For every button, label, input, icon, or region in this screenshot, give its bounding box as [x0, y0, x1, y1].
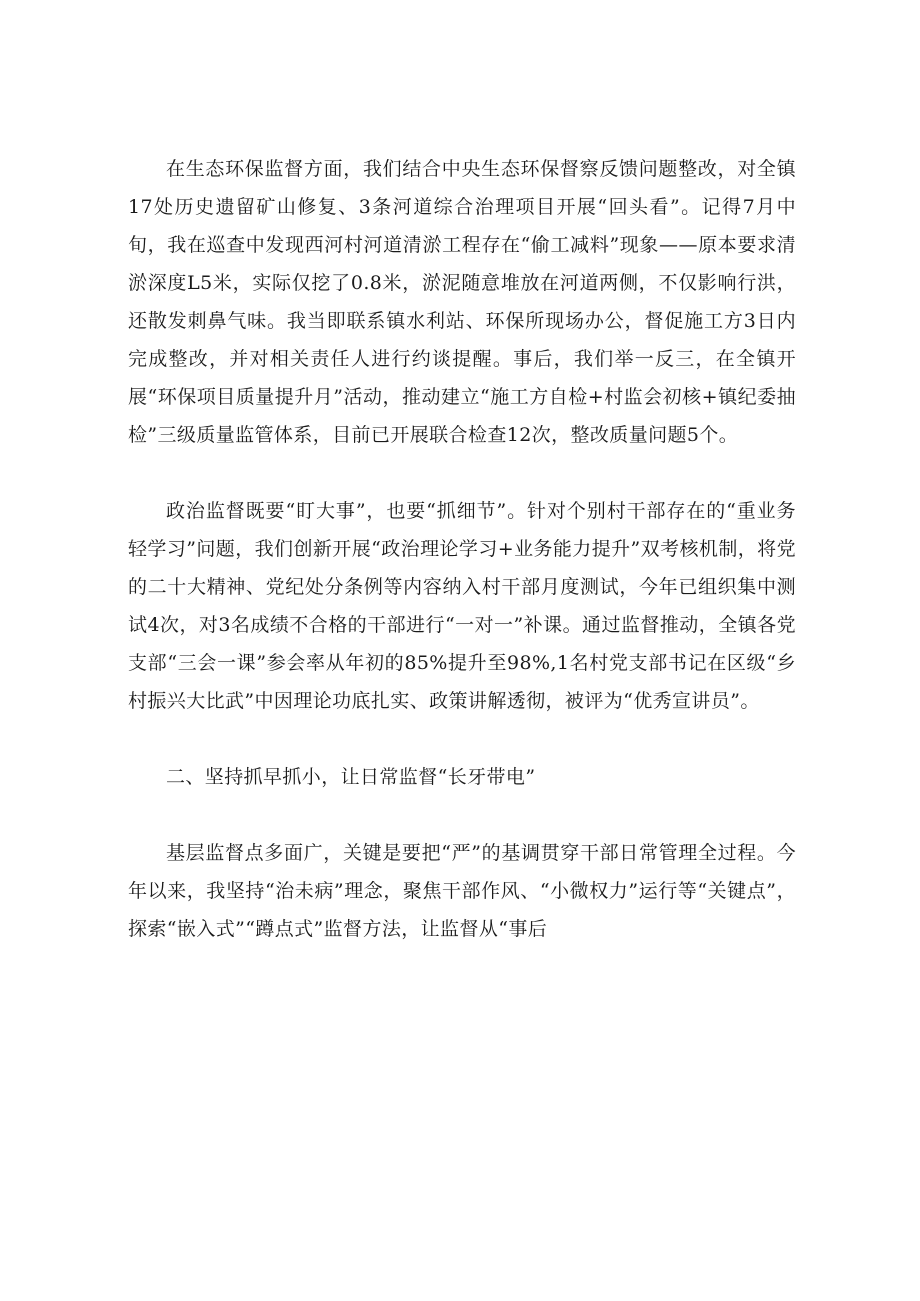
section-heading: 二、坚持抓早抓小，让日常监督“长牙带电”: [166, 766, 536, 788]
document-body: [128, 150, 796, 948]
paragraph-political-supervision: 政治监督既要“盯大事”，也要“抓细节”。针对个别村干部存在的“重业务轻学习”问题，我们创新开展“政治理论学习+业务能力提升”双考核机制，将党的二十大精神、党纪处分条例等内容纳入村干部月度测试，今年已组织集中测试4次，对3名成绩不合格的干部进行“一对一”补课。通过监督推动，全镇各党支部“三会一课”参会率从年初的85%提升至98%,1名村党支部书记在区级“乡村振兴大比武”中因理论功底扎实、政策讲解透彻，被评为“优秀宣讲员”。: [128, 500, 796, 712]
paragraph-eco-supervision: 在生态环保监督方面，我们结合中央生态环保督察反馈问题整改，对全镇17处历史遗留矿山修复、3条河道综合治理项目开展“回头看”。记得7月中旬，我在巡查中发现西河村河道清淤工程存在“偷工减料”现象——原本要求清淤深度L5米，实际仅挖了0.8米，淤泥随意堆放在河道两侧，不仅影响行洪，还散发刺鼻气味。我当即联系镇水利站、环保所现场办公，督促施工方3日内完成整改，并对相关责任人进行约谈提醒。事后，我们举一反三，在全镇开展“环保项目质量提升月”活动，推动建立“施工方自检+村监会初核+镇纪委抽检”三级质量监管体系，目前已开展联合检查12次，整改质量问题5个。: [128, 158, 796, 446]
paragraph-daily-supervision: 基层监督点多面广，关键是要把“严”的基调贯穿干部日常管理全过程。今年以来，我坚持“治未病”理念，聚焦干部作风、“小微权力”运行等“关键点”，探索“嵌入式”“蹲点式”监督方法，让监督从“事后: [128, 842, 796, 940]
